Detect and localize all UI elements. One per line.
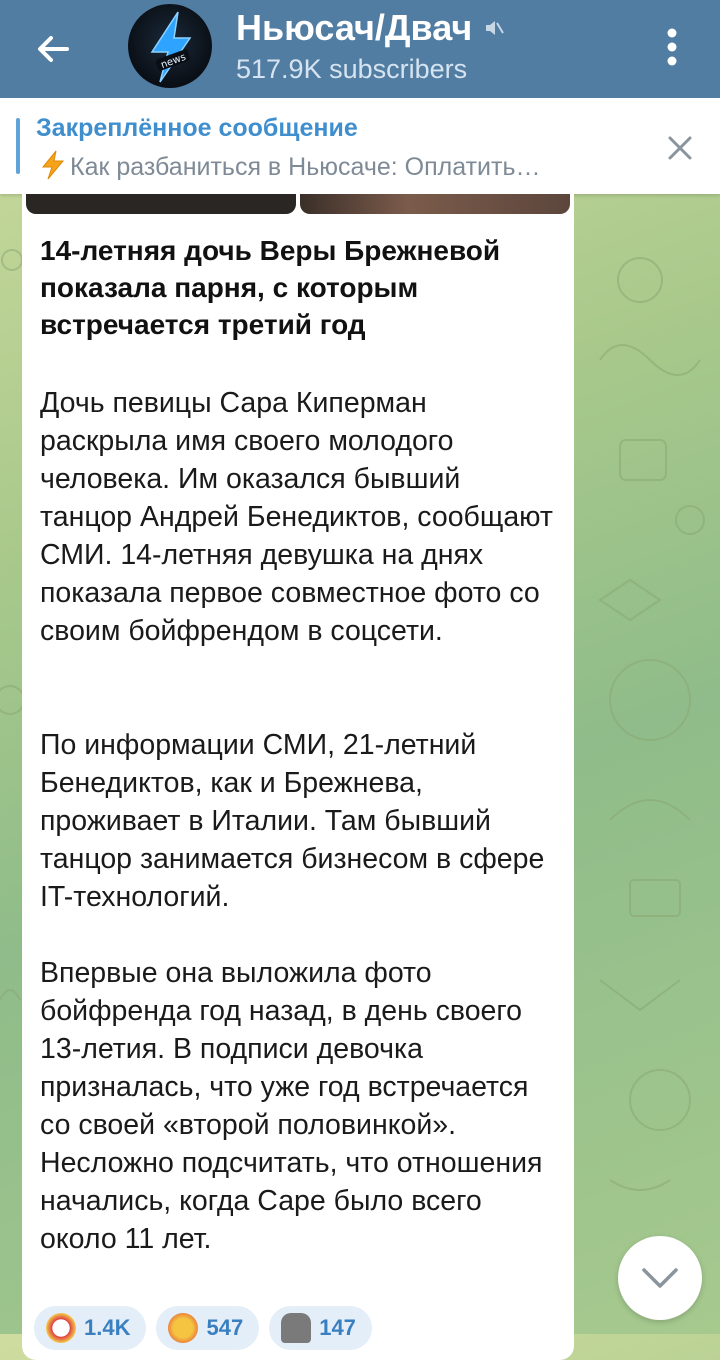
reaction-count: 547: [206, 1315, 244, 1340]
vertical-dots-icon: [666, 27, 678, 67]
pinned-text: Как разбаниться в Ньюсаче: Оплатить…: [70, 153, 541, 181]
back-button[interactable]: [28, 24, 78, 74]
close-pinned-button[interactable]: [660, 128, 700, 168]
post-paragraph-1: Дочь певицы Сара Киперман раскрыла имя своего молодого человека. Им оказался бывший танцор Андрей Бенедиктов, сообщают СМИ. 14-летняя девушка на днях показала первое совместное фото со своим бойфрендом в соцсети.: [40, 387, 553, 647]
exploding-head-emoji-icon: [168, 1313, 198, 1343]
channel-title: Ньюсач/Двач: [236, 7, 473, 48]
channel-avatar[interactable]: [128, 4, 212, 88]
pinned-preview: [40, 150, 540, 182]
post-photos[interactable]: [26, 194, 570, 214]
reaction-count: 147: [319, 1315, 356, 1340]
more-options-button[interactable]: [650, 22, 694, 72]
pinned-label: Закреплённое сообщение: [36, 114, 358, 142]
reaction-moai[interactable]: [269, 1306, 372, 1350]
avatar-label: news: [159, 51, 188, 72]
reaction-count: 1.4K: [84, 1315, 131, 1340]
clown-emoji-icon: [46, 1313, 76, 1343]
lightning-emoji-icon: [40, 150, 66, 180]
post-photo-1[interactable]: [26, 194, 296, 214]
reactions-row: [34, 1306, 372, 1350]
reaction-clown[interactable]: [34, 1306, 146, 1350]
pinned-indicator: [16, 118, 20, 174]
lightning-logo-icon: [128, 4, 212, 88]
subscriber-count: 517.9K subscribers: [236, 54, 468, 84]
moai-emoji-icon: [281, 1313, 311, 1343]
post-photo-2[interactable]: [300, 194, 570, 214]
post-paragraph-3: Впервые она выложила фото бойфренда год назад, в день своего 13-летия. В подписи девочка призналась, что уже год встречается со своей «второй половинкой». Несложно подсчитать, что отношения начались, когда Саре было всего около 11 лет.: [40, 957, 543, 1255]
chevron-down-icon: [640, 1266, 680, 1290]
close-icon: [667, 135, 693, 161]
channel-info[interactable]: [236, 6, 505, 86]
post-title: 14-летняя дочь Веры Брежневой показала парня, с которым встречается третий год: [40, 235, 501, 340]
arrow-left-icon: [33, 29, 73, 69]
muted-speaker-icon: [483, 17, 505, 39]
reaction-exploding-head[interactable]: [156, 1306, 259, 1350]
chat-header: [0, 0, 720, 98]
scroll-to-bottom-button[interactable]: [618, 1236, 702, 1320]
post-paragraph-2: По информации СМИ, 21-летний Бенедиктов, как и Брежнева, проживает в Италии. Там бывший танцор занимается бизнесом в сфере IT-технологий.: [40, 729, 545, 913]
